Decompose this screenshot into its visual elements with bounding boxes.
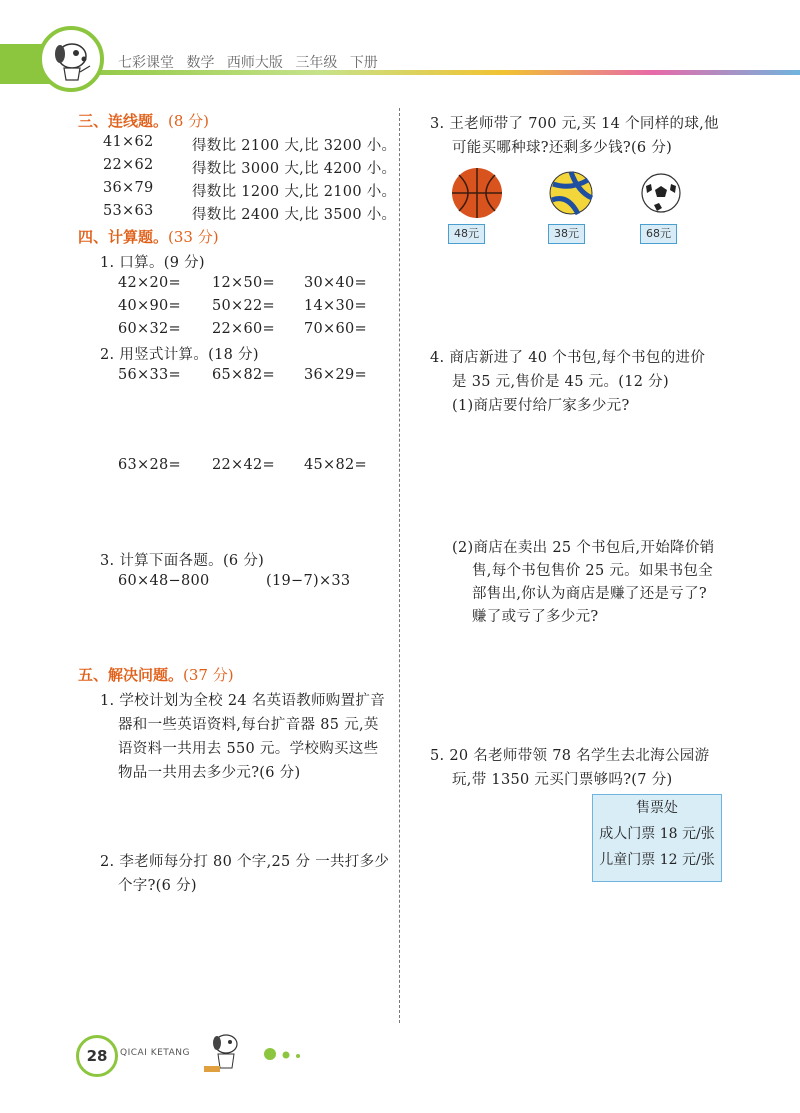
ticket-office-sign — [592, 794, 722, 882]
match-expr: 36×79 — [103, 180, 154, 196]
problem-1-line: 语资料一共用去 550 元。学校购买这些 — [118, 741, 379, 757]
basketball-icon — [450, 166, 504, 220]
header-title — [118, 52, 386, 72]
volume: 下册 — [349, 55, 378, 71]
match-range: 得数比 2400 大,比 3500 小。 — [192, 207, 397, 223]
match-expr: 53×63 — [103, 203, 154, 219]
vertical-expr: 63×28= — [118, 457, 182, 473]
calc-expr: 60×48−800 — [118, 573, 210, 589]
match-range: 得数比 3000 大,比 4200 小。 — [192, 161, 397, 177]
problem-1-line: 物品一共用去多少元?(6 分) — [118, 765, 301, 781]
volleyball-icon — [548, 170, 594, 216]
section-3-label: 三、连线题。 — [78, 112, 169, 130]
match-range: 得数比 2100 大,比 3200 小。 — [192, 138, 397, 154]
section-5-label: 五、解决问题。 — [78, 666, 184, 684]
section-5-points: (37 分) — [183, 666, 234, 684]
soccer-ball-icon — [640, 172, 682, 214]
series-name: 七彩课堂 — [118, 55, 174, 71]
section-3-title — [78, 110, 209, 131]
problem-4-line: 4. 商店新进了 40 个书包,每个书包的进价 — [430, 350, 706, 366]
problem-1-line: 器和一些英语资料,每台扩音器 85 元,英 — [118, 717, 379, 733]
subject: 数学 — [186, 55, 215, 71]
problem-3-line: 3. 王老师带了 700 元,买 14 个同样的球,他 — [430, 116, 719, 132]
vertical-expr: 56×33= — [118, 367, 182, 383]
problem-1-line: 1. 学校计划为全校 24 名英语教师购置扩音 — [100, 693, 386, 709]
vertical-expr: 36×29= — [304, 367, 368, 383]
problem-4b-line: 部售出,你认为商店是赚了还是亏了? — [472, 586, 707, 602]
problem-4-line: 是 35 元,售价是 45 元。(12 分) — [452, 374, 669, 390]
vertical-expr: 65×82= — [212, 367, 276, 383]
ticket-adult-price: 成人门票 18 元/张 — [599, 826, 715, 842]
footer-mascot-icon — [198, 1030, 248, 1076]
oral-expr: 30×40= — [304, 275, 368, 291]
section-5-title — [78, 664, 234, 685]
section-4-points: (33 分) — [168, 228, 219, 246]
oral-expr: 70×60= — [304, 321, 368, 337]
oral-expr: 40×90= — [118, 298, 182, 314]
footer-brand: QICAI KETANG — [120, 1048, 190, 1058]
problem-4b-line: 赚了或亏了多少元? — [472, 609, 599, 625]
problem-2-line: 个字?(6 分) — [118, 878, 197, 894]
q2-label: 2. 用竖式计算。(18 分) — [100, 347, 259, 363]
section-4-title — [78, 226, 219, 247]
problem-2-line: 2. 李老师每分打 80 个字,25 分 一共打多少 — [100, 854, 390, 870]
problem-3-line: 可能买哪种球?还剩多少钱?(6 分) — [452, 140, 673, 156]
ticket-title: 售票处 — [636, 800, 678, 816]
oral-expr: 14×30= — [304, 298, 368, 314]
oral-expr: 42×20= — [118, 275, 182, 291]
footer-dots-icon — [262, 1046, 312, 1062]
column-divider — [399, 108, 400, 1023]
oral-expr: 50×22= — [212, 298, 276, 314]
mascot-dog-icon — [38, 26, 104, 92]
q3-label: 3. 计算下面各题。(6 分) — [100, 553, 265, 569]
page-number: 28 — [76, 1035, 118, 1077]
match-range: 得数比 1200 大,比 2100 小。 — [192, 184, 397, 200]
volleyball-price: 38元 — [548, 224, 585, 244]
problem-4-line: (1)商店要付给厂家多少元? — [452, 398, 630, 414]
vertical-expr: 22×42= — [212, 457, 276, 473]
ticket-child-price: 儿童门票 12 元/张 — [599, 852, 715, 868]
match-expr: 22×62 — [103, 157, 154, 173]
section-4-label: 四、计算题。 — [78, 228, 169, 246]
q1-label: 1. 口算。(9 分) — [100, 255, 205, 271]
edition: 西师大版 — [226, 55, 283, 71]
basketball-price: 48元 — [448, 224, 485, 244]
problem-4b-line: 售,每个书包售价 25 元。如果书包全 — [472, 563, 713, 579]
oral-expr: 22×60= — [212, 321, 276, 337]
grade: 三年级 — [295, 55, 338, 71]
calc-expr: (19−7)×33 — [266, 573, 351, 589]
section-3-points: (8 分) — [168, 112, 210, 130]
soccer-ball-price: 68元 — [640, 224, 677, 244]
problem-4b-line: (2)商店在卖出 25 个书包后,开始降价销 — [452, 540, 715, 556]
problem-5-line: 玩,带 1350 元买门票够吗?(7 分) — [452, 772, 673, 788]
problem-5-line: 5. 20 名老师带领 78 名学生去北海公园游 — [430, 748, 710, 764]
oral-expr: 60×32= — [118, 321, 182, 337]
oral-expr: 12×50= — [212, 275, 276, 291]
match-expr: 41×62 — [103, 134, 154, 150]
vertical-expr: 45×82= — [304, 457, 368, 473]
